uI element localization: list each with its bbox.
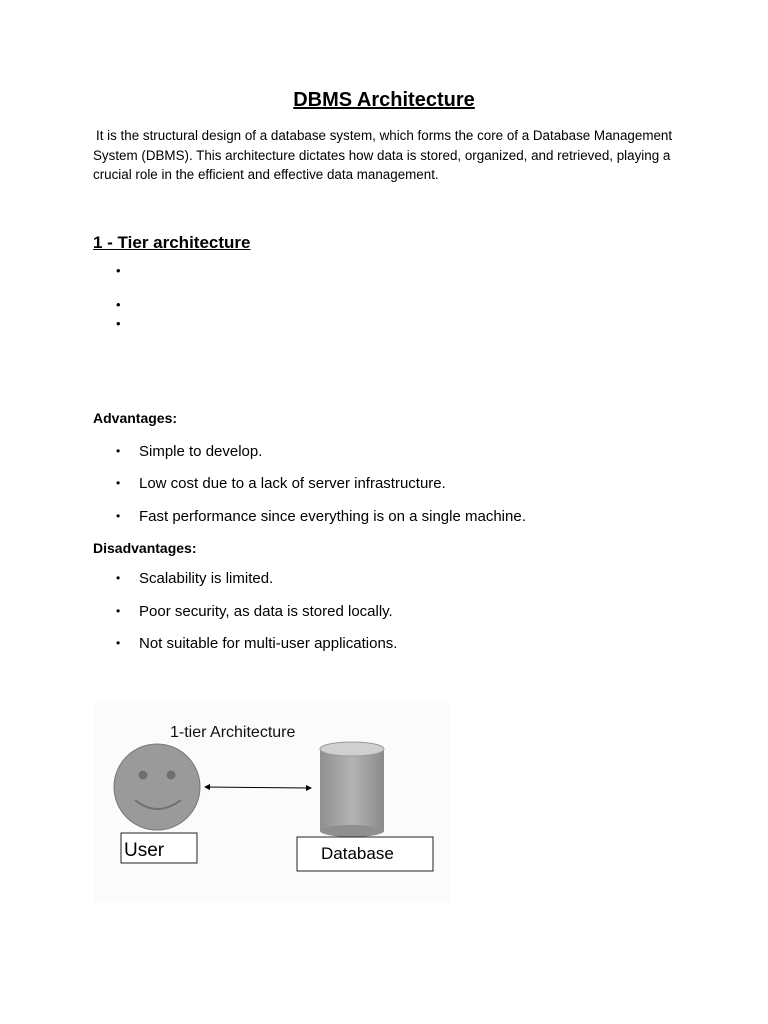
user-label: User	[124, 840, 165, 861]
section-heading: 1 - Tier architecture	[93, 233, 251, 252]
database-label: Database	[321, 844, 394, 863]
diagram-svg	[93, 703, 450, 903]
list-item-text: Low cost due to a lack of server infrastructure.	[139, 475, 446, 492]
connection-arrow	[205, 787, 311, 788]
disadvantages-label: Disadvantages:	[93, 540, 197, 556]
diagram-title: 1-tier Architecture	[170, 724, 296, 741]
user-smiley-icon	[114, 744, 200, 830]
list-item-text: Scalability is limited.	[139, 570, 274, 587]
list-item: • Poor security, as data is stored locally.	[116, 603, 393, 620]
advantages-label: Advantages:	[93, 410, 178, 426]
list-item-text: Fast performance since everything is on a single machine.	[139, 508, 526, 525]
database-cylinder-icon	[320, 742, 384, 837]
intro-paragraph	[93, 126, 683, 185]
empty-bullet: •	[116, 297, 121, 312]
page-title: DBMS Architecture	[293, 89, 475, 111]
architecture-diagram	[93, 703, 450, 903]
empty-bullet: •	[116, 316, 121, 331]
list-item-text: Simple to develop.	[139, 443, 263, 460]
intro-text: It is the structural design of a database system, which forms the core of a Database Management System (DBMS). This architecture dictates how data is stored, organized, and retrieved, playing a crucial role in the efficient and effective data management.	[93, 128, 673, 182]
list-item: • Fast performance since everything is on a single machine.	[116, 508, 526, 525]
empty-bullet: •	[116, 263, 121, 278]
list-item: • Scalability is limited.	[116, 570, 274, 587]
list-item-text: Poor security, as data is stored locally.	[139, 603, 393, 620]
list-item-text: Not suitable for multi-user applications.	[139, 635, 398, 652]
list-item: • Simple to develop.	[116, 443, 263, 460]
list-item: • Not suitable for multi-user applications.	[116, 635, 398, 652]
list-item: • Low cost due to a lack of server infrastructure.	[116, 475, 446, 492]
